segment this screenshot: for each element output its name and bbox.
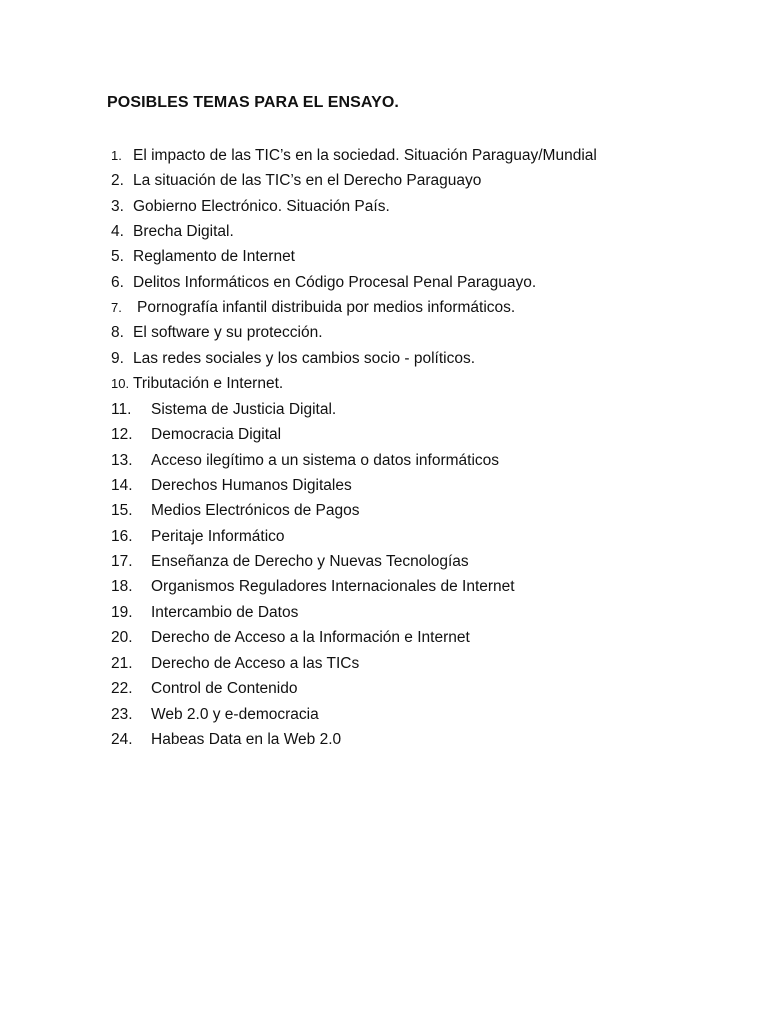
list-item-text: Acceso ilegítimo a un sistema o datos informáticos	[151, 452, 500, 469]
list-item-text: Democracia Digital	[151, 426, 282, 443]
list-item-text: Reglamento de Internet	[133, 248, 295, 265]
list-item-text: Enseñanza de Derecho y Nuevas Tecnologías	[151, 553, 469, 570]
list-item-text: Organismos Reguladores Internacionales de Internet	[151, 578, 515, 595]
list-item-text: Derechos Humanos Digitales	[151, 477, 352, 494]
list-item-text: El software y su protección.	[133, 324, 323, 341]
list-item-number: 13.	[111, 452, 133, 469]
list-item-text: Intercambio de Datos	[151, 604, 299, 621]
list-item-number: 2.	[111, 172, 124, 189]
list-item-text: Control de Contenido	[151, 680, 298, 697]
list-item-number: 4.	[111, 223, 124, 240]
list-item-text: Delitos Informáticos en Código Procesal Penal Paraguayo.	[133, 274, 537, 291]
list-item-number: 3.	[111, 198, 124, 215]
list-item-text: Las redes sociales y los cambios socio - políticos.	[133, 350, 476, 367]
list-item-number: 22.	[111, 680, 133, 697]
list-item-number: 20.	[111, 629, 133, 646]
list-item-number: 10.	[111, 376, 130, 391]
list-item-number: 19.	[111, 604, 133, 621]
list-item-number: 6.	[111, 274, 124, 291]
list-item-number: 1.	[111, 148, 122, 163]
list-item-number: 8.	[111, 324, 124, 341]
list-item-number: 17.	[111, 553, 133, 570]
list-item-text: Gobierno Electrónico. Situación País.	[133, 198, 390, 215]
list-item-text: Peritaje Informático	[151, 528, 285, 545]
list-item-text: Web 2.0 y e-democracia	[151, 706, 319, 723]
list-item-text: Tributación e Internet.	[133, 375, 284, 392]
list-item-number: 18.	[111, 578, 133, 595]
list-item-number: 24.	[111, 731, 133, 748]
list-item-text: Derecho de Acceso a la Información e Internet	[151, 629, 470, 646]
list-item-number: 21.	[111, 655, 133, 672]
list-item-number: 5.	[111, 248, 124, 265]
list-item-text: Brecha Digital.	[133, 223, 234, 240]
list-item-number: 7.	[111, 300, 122, 315]
list-item-number: 11.	[111, 401, 132, 418]
list-item-number: 14.	[111, 477, 133, 494]
list-item-number: 23.	[111, 706, 133, 723]
document-title: POSIBLES TEMAS PARA EL ENSAYO.	[107, 94, 399, 111]
list-item-text: La situación de las TIC’s en el Derecho Paraguayo	[133, 172, 482, 189]
list-item-text: Medios Electrónicos de Pagos	[151, 502, 360, 519]
list-item-text: Sistema de Justicia Digital.	[151, 401, 337, 418]
list-item-text: El impacto de las TIC’s en la sociedad. Situación Paraguay/Mundial	[133, 147, 597, 164]
list-item-text: Pornografía infantil distribuida por medios informáticos.	[137, 299, 516, 316]
list-item-text: Habeas Data en la Web 2.0	[151, 731, 342, 748]
list-item-number: 9.	[111, 350, 124, 367]
list-item-number: 12.	[111, 426, 133, 443]
list-item-text: Derecho de Acceso a las TICs	[151, 655, 360, 672]
list-item-number: 16.	[111, 528, 133, 545]
list-item-number: 15.	[111, 502, 133, 519]
